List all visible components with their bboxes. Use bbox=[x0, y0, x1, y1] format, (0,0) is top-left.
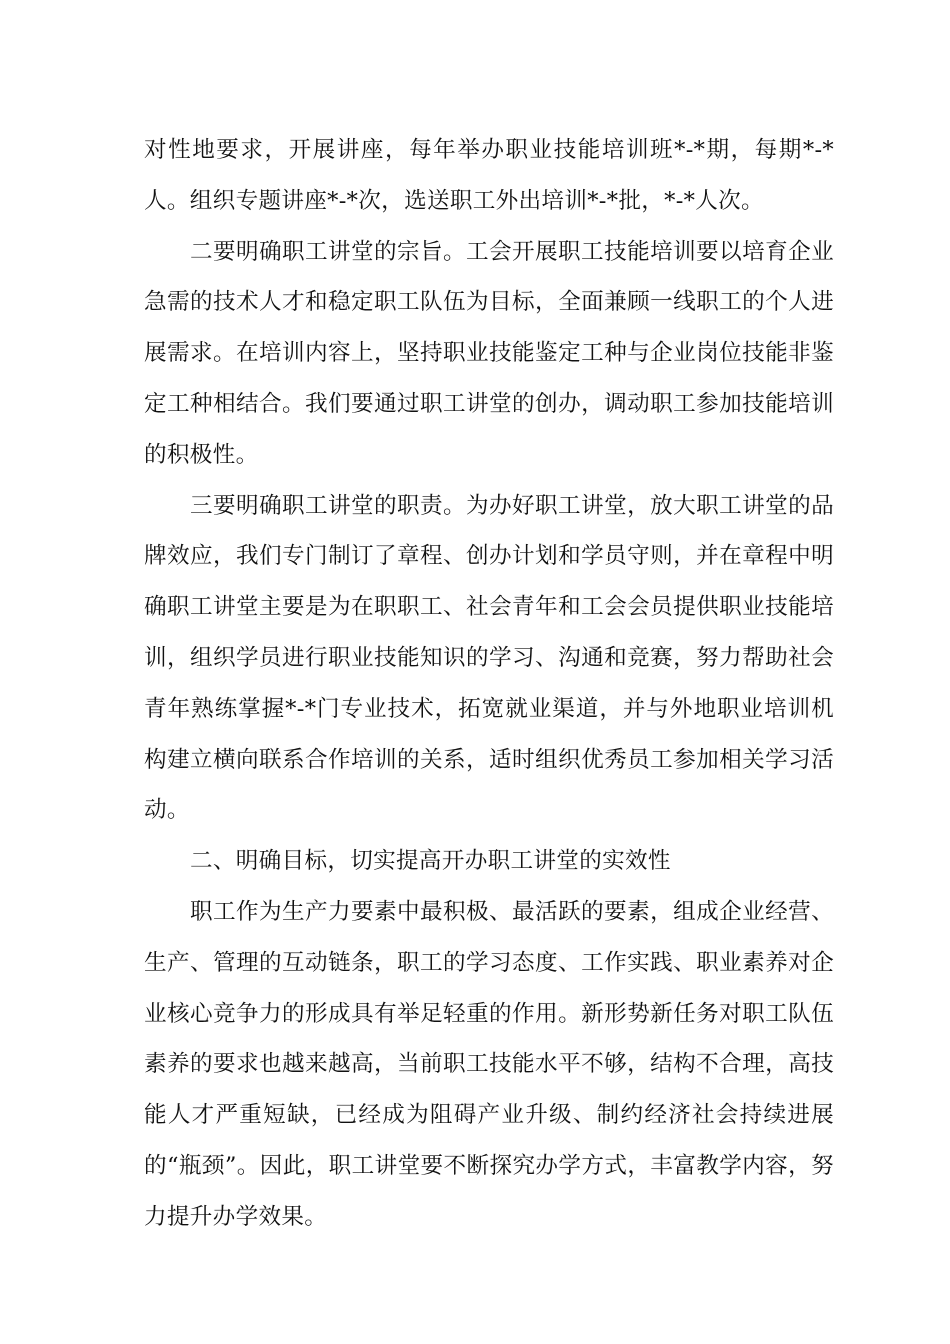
paragraph-training-scale: 对性地要求，开展讲座，每年举办职业技能培训班*-*期，每期*-*人。组织专题讲座*-*次，选送职工外出培训*-*批，*-*人次。 bbox=[144, 137, 834, 214]
paragraph-purpose: 二要明确职工讲堂的宗旨。工会开展职工技能培训要以培育企业急需的技术人才和稳定职工队伍为目标，全面兼顾一线职工的个人进展需求。在培训内容上，坚持职业技能鉴定工种与企业岗位技能非鉴定工种相结合。我们要通过职工讲堂的创办，调动职工参加技能培训的积极性。 bbox=[144, 238, 834, 468]
section-heading-goals: 二、明确目标，切实提高开办职工讲堂的实效性 bbox=[190, 848, 671, 875]
paragraph-effectiveness: 职工作为生产力要素中最积极、最活跃的要素，组成企业经营、生产、管理的互动链条，职工的学习态度、工作实践、职业素养对企业核心竞争力的形成具有举足轻重的作用。新形势新任务对职工队伍素养的要求也越来越高，当前职工技能水平不够，结构不合理，高技能人才严重短缺，已经成为阻碍产业升级、制约经济社会持续进展的“瓶颈”。因此，职工讲堂要不断探究办学方式，丰富教学内容，努力提升办学效果。 bbox=[144, 898, 834, 1230]
paragraph-responsibilities: 三要明确职工讲堂的职责。为办好职工讲堂，放大职工讲堂的品牌效应，我们专门制订了章程、创办计划和学员守则，并在章程中明确职工讲堂主要是为在职职工、社会青年和工会会员提供职业技能培训，组织学员进行职业技能知识的学习、沟通和竞赛，努力帮助社会青年熟练掌握*-*门专业技术，拓宽就业渠道，并与外地职业培训机构建立横向联系合作培训的关系，适时组织优秀员工参加相关学习活动。 bbox=[144, 492, 834, 824]
document-body bbox=[144, 125, 834, 1243]
